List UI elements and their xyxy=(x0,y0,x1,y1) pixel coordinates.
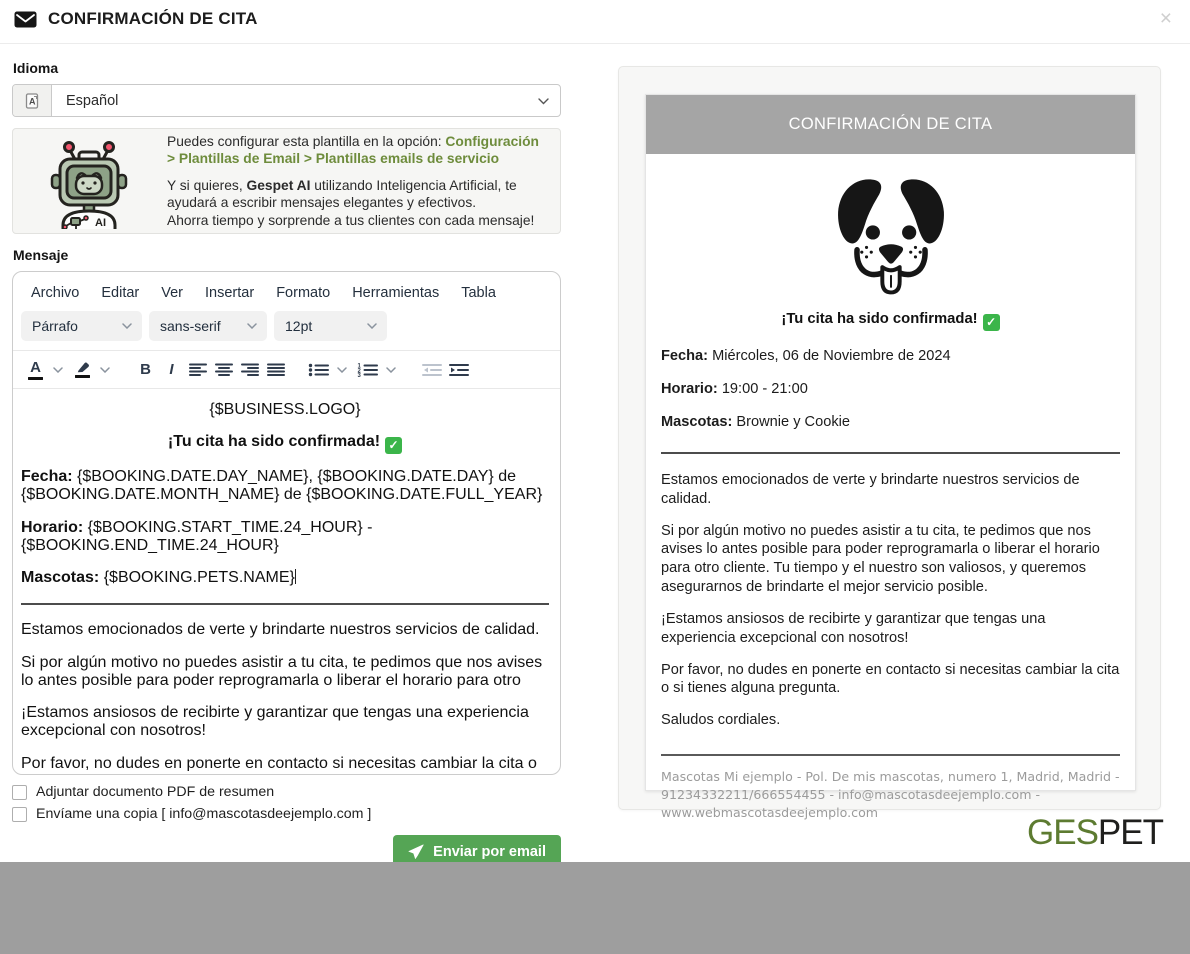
modal-header xyxy=(0,0,1190,44)
editor-paragraph: Por favor, no dudes en ponerte en contacto si necesitas cambiar la cita o xyxy=(21,754,537,771)
editor-icon-toolbar xyxy=(13,351,560,389)
send-copy-checkbox[interactable] xyxy=(12,807,27,822)
gespet-logo: GESPET xyxy=(1027,813,1163,852)
bullet-list-button[interactable] xyxy=(305,356,332,384)
preview-paragraph: ¡Estamos ansiosos de recibirte y garantizar que tengas una experiencia excepcional con nosotros! xyxy=(661,610,1046,646)
send-copy-option xyxy=(12,806,561,822)
check-icon: ✓ xyxy=(983,314,1000,331)
editor-menubar xyxy=(13,272,560,307)
svg-text:1: 1 xyxy=(357,363,361,370)
align-justify-button[interactable] xyxy=(263,356,288,384)
align-right-button[interactable] xyxy=(237,356,262,384)
dog-icon xyxy=(816,159,966,309)
logo-placeholder: {$BUSINESS.LOGO} xyxy=(209,401,361,418)
compose-column xyxy=(12,60,561,868)
editor-horario-line: Horario: {$BOOKING.START_TIME.24_HOUR} - {$BOOKING.END_TIME.24_HOUR} xyxy=(21,518,373,554)
editor-paragraph: Si por algún motivo no puedes asistir a tu cita, te pedimos que nos avises lo antes posible para poder reprogramarla o liberar el horario para otro xyxy=(21,653,543,689)
email-preview-card xyxy=(645,94,1136,820)
attach-pdf-option xyxy=(12,784,561,800)
text-color-button[interactable]: A xyxy=(23,356,48,384)
translate-icon xyxy=(13,85,52,116)
svg-text:2: 2 xyxy=(357,367,361,374)
language-selected-value: Español xyxy=(66,92,119,109)
preview-paragraph: Saludos cordiales. xyxy=(661,712,781,729)
bullet-list-chevron-icon[interactable] xyxy=(333,367,351,373)
info-line-2: Y si quieres, Gespet AI utilizando Inteligencia Artificial, te ayudará a escribir mensajes elegantes y efectivos. xyxy=(167,177,517,211)
preview-paragraph: Si por algún motivo no puedes asistir a tu cita, te pedimos que nos avises lo antes posible para poder reprogramarla o liberar el horario para otro cliente. Tu tiempo y el nuestro son valiosos, y queremos asegurarnos de brindarte el mejor servicio posible. xyxy=(661,522,1100,596)
attach-pdf-label: Adjuntar documento PDF de resumen xyxy=(36,784,275,800)
page-background-bar xyxy=(0,862,1190,954)
editor-title-line: ¡Tu cita ha sido confirmada! ✓ xyxy=(21,433,549,454)
indent-button[interactable] xyxy=(446,356,472,384)
check-icon: ✓ xyxy=(385,437,402,454)
svg-text:3: 3 xyxy=(357,372,361,377)
highlight-color-chevron-icon[interactable] xyxy=(96,367,114,373)
italic-button[interactable]: I xyxy=(169,361,174,378)
align-center-button[interactable] xyxy=(211,356,236,384)
numbered-list-button[interactable] xyxy=(354,356,381,384)
font-family-select[interactable]: sans-serif xyxy=(149,311,267,341)
page-title-text: CONFIRMACIÓN DE CITA xyxy=(48,9,258,28)
chevron-down-icon xyxy=(538,98,549,105)
gespet-ai-name: Gespet AI xyxy=(246,177,311,193)
svg-text:A: A xyxy=(29,96,36,106)
editor-divider xyxy=(21,603,549,605)
envelope-icon xyxy=(14,11,37,28)
chevron-down-icon xyxy=(247,323,257,329)
page-title xyxy=(14,9,258,29)
settings-path-link[interactable]: Configuración > Plantillas de Email > Plantillas emails de servicio xyxy=(167,133,539,167)
chevron-down-icon xyxy=(122,323,132,329)
message-label: Mensaje xyxy=(13,247,69,263)
language-select[interactable] xyxy=(12,84,561,117)
menu-editar[interactable]: Editar xyxy=(101,285,140,301)
menu-ver[interactable]: Ver xyxy=(161,285,184,301)
preview-title: ¡Tu cita ha sido confirmada! ✓ xyxy=(646,311,1135,331)
menu-insertar[interactable]: Insertar xyxy=(205,285,255,301)
paragraph-format-select[interactable]: Párrafo xyxy=(21,311,142,341)
text-cursor xyxy=(295,569,296,584)
preview-header-band: CONFIRMACIÓN DE CITA xyxy=(646,95,1135,154)
numbered-list-chevron-icon[interactable] xyxy=(382,367,400,373)
editor-paragraph: Estamos emocionados de verte y brindarte nuestros servicios de calidad. xyxy=(21,621,540,639)
business-logo xyxy=(646,159,1135,309)
editor-format-toolbar xyxy=(13,307,560,351)
align-left-button[interactable] xyxy=(185,356,210,384)
font-size-select[interactable]: 12pt xyxy=(274,311,387,341)
menu-archivo[interactable]: Archivo xyxy=(31,285,80,301)
attach-pdf-checkbox[interactable] xyxy=(12,785,27,800)
preview-fecha: Fecha: Miércoles, 06 de Noviembre de 2024 xyxy=(661,348,951,364)
preview-paragraph: Estamos emocionados de verte y brindarte nuestros servicios de calidad. xyxy=(661,472,1080,507)
editor-fecha-line: Fecha: {$BOOKING.DATE.DAY_NAME}, {$BOOKING.DATE.DAY} de {$BOOKING.DATE.MONTH_NAME} de {$BOOKING.DATE.FULL_YEAR} xyxy=(21,468,543,504)
paper-plane-icon xyxy=(408,844,424,860)
template-info-box xyxy=(12,128,561,234)
editor-mascotas-line: Mascotas: {$BOOKING.PETS.NAME} xyxy=(21,569,295,587)
editor-paragraph: ¡Estamos ansiosos de recibirte y garantizar que tengas una experiencia excepcional con nosotros! xyxy=(21,704,529,740)
svg-text:AI: AI xyxy=(95,217,106,229)
preview-footer-text: Mascotas Mi ejemplo - Pol. De mis mascotas, numero 1, Madrid, Madrid - 91234332211/666554455 - info@mascotasdeejemplo.com - www.webmascotasdeejemplo.com xyxy=(661,768,1120,820)
bold-button[interactable]: B xyxy=(140,361,151,378)
preview-divider xyxy=(661,452,1120,454)
highlight-color-button[interactable] xyxy=(70,356,95,384)
send-copy-label: Envíame una copia [ info@mascotasdeejemplo.com ] xyxy=(36,806,372,822)
editor-content-area[interactable] xyxy=(13,389,560,771)
email-editor xyxy=(12,271,561,775)
preview-body xyxy=(646,331,1135,832)
text-color-chevron-icon[interactable] xyxy=(49,367,67,373)
info-line-3: Ahorra tiempo y sorprende a tus clientes con cada mensaje! xyxy=(167,212,535,228)
preview-horario: Horario: 19:00 - 21:00 xyxy=(661,381,808,397)
menu-herramientas[interactable]: Herramientas xyxy=(352,285,440,301)
preview-mascotas: Mascotas: Brownie y Cookie xyxy=(661,414,850,430)
send-email-button[interactable]: Enviar por email xyxy=(393,835,561,868)
ai-robot-icon xyxy=(13,133,165,229)
language-label: Idioma xyxy=(13,60,59,76)
close-icon[interactable]: × xyxy=(1159,7,1172,30)
email-preview-panel xyxy=(618,66,1161,820)
chevron-down-icon xyxy=(367,323,377,329)
info-line-1: Puedes configurar esta plantilla en la opción: Configuración > Plantillas de Email > Plantillas emails de servicio xyxy=(167,133,539,167)
template-info-text xyxy=(165,125,560,238)
outdent-button[interactable] xyxy=(419,356,445,384)
menu-formato[interactable]: Formato xyxy=(276,285,331,301)
preview-footer-divider xyxy=(661,754,1120,756)
preview-paragraph: Por favor, no dudes en ponerte en contacto si necesitas cambiar la cita o si tienes alguna pregunta. xyxy=(661,661,1120,697)
send-options xyxy=(12,784,561,822)
menu-tabla[interactable]: Tabla xyxy=(461,285,496,301)
